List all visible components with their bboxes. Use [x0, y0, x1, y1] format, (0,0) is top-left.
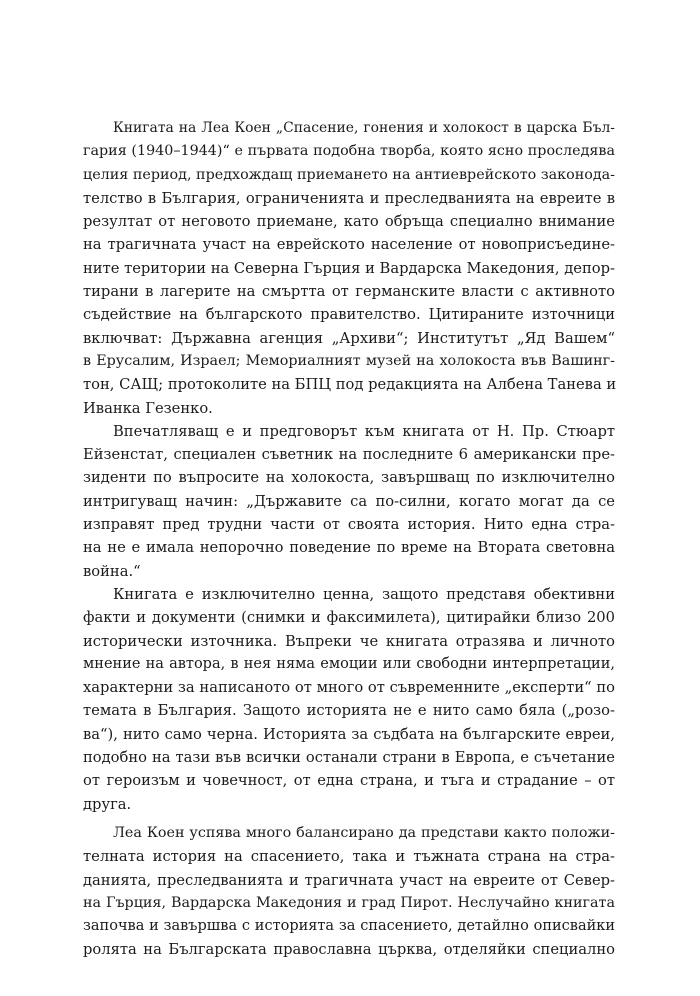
text-line: подобно на тази във всички останали страни в Европа, е съчетание [83, 749, 615, 767]
text-line: характерни за написаното от много от съвременните „експерти“ по [83, 679, 615, 697]
text-line: мнение на автора, в нея няма емоции или свободни интерпретации, [83, 655, 615, 672]
paragraph [83, 583, 615, 816]
text-line: включват: Държавна агенция „Архиви“; Институтът „Яд Вашем“ [83, 329, 615, 347]
text-line: на не е имала непорочно поведение по време на Втората световна [83, 539, 615, 557]
text-line: Впечатляващ е и предговорът към книгата от Н. Пр. Стюарт [113, 422, 615, 440]
text-line: исторически източника. Въпреки че книгата отразява и личното [83, 632, 615, 650]
text-line: целия период, предхождащ приемането на антиеврейското законода- [83, 166, 615, 183]
text-line: резултат от неговото приемане, като обръща специално внимание [83, 213, 615, 231]
text-line: съдействие на българското правителство. Цитираните източници [83, 306, 615, 324]
text-line: зиденти по въпросите на холокоста, завършващ по изключително [83, 469, 615, 487]
text-line: Книгата е изключително ценна, защото представя обективни [113, 585, 615, 603]
text-line: факти и документи (снимки и факсимилета), цитирайки близо 200 [83, 609, 615, 627]
text-line: ните територии на Северна Гърция и Вардарска Македония, депор- [83, 259, 615, 277]
text-line: интригуващ начин: „Държавите са по-силни, когато могат да се [83, 492, 615, 510]
text-line: война.“ [83, 562, 141, 580]
paragraph [83, 420, 615, 583]
text-line: на трагичната участ на еврейското население от новоприсъедине- [83, 236, 615, 254]
text-line: изправят пред трудни части от своята история. Нито една стра- [83, 516, 615, 534]
paragraph [83, 822, 615, 962]
text-line: от героизъм и човечност, от една страна, и тъга и страдание – от [83, 772, 615, 790]
text-line: Леа Коен успява много балансирано да представи както положи- [113, 824, 615, 841]
text-line: телната история на спасението, така и тъжната страна на стра- [83, 848, 615, 866]
text-line: в Ерусалим, Израел; Мемориалният музей на холокоста във Вашинг- [83, 352, 615, 369]
text-line: на Гърция, Вардарска Македония и град Пирот. Неслучайно книгата [83, 894, 615, 911]
text-line: данията, преследванията и трагичната участ на евреите от Север- [83, 871, 615, 889]
text-line: ролята на Българската православна църква, отделяйки специално [83, 941, 615, 959]
text-line: Книгата на Леа Коен „Спасение, гонения и холокост в царска Бъл- [113, 120, 615, 136]
text-line: Ейзенстат, специален съветник на последните 6 американски пре- [83, 446, 615, 464]
text-line: тирани в лагерите на смъртта от германските власти с активното [83, 283, 615, 301]
text-line: друга. [83, 795, 132, 813]
text-line: телство в България, ограниченията и преследванията на евреите в [83, 189, 615, 207]
text-line: тон, САЩ; протоколите на БПЦ под редакцията на Албена Танева и [83, 376, 617, 394]
text-line: темата в България. Защото историята не е нито само бяла („розо- [83, 702, 615, 720]
text-line: гария (1940–1944)“ е първата подобна творба, която ясно проследява [83, 143, 615, 160]
paragraph [83, 117, 615, 420]
text-line: започва и завършва с историята за спасението, детайлно описвайки [83, 918, 615, 935]
text-line: Иванка Гезенко. [83, 399, 213, 417]
text-line: ва“), нито само черна. Историята за съдбата на българските евреи, [83, 725, 615, 743]
body-text [83, 117, 615, 962]
